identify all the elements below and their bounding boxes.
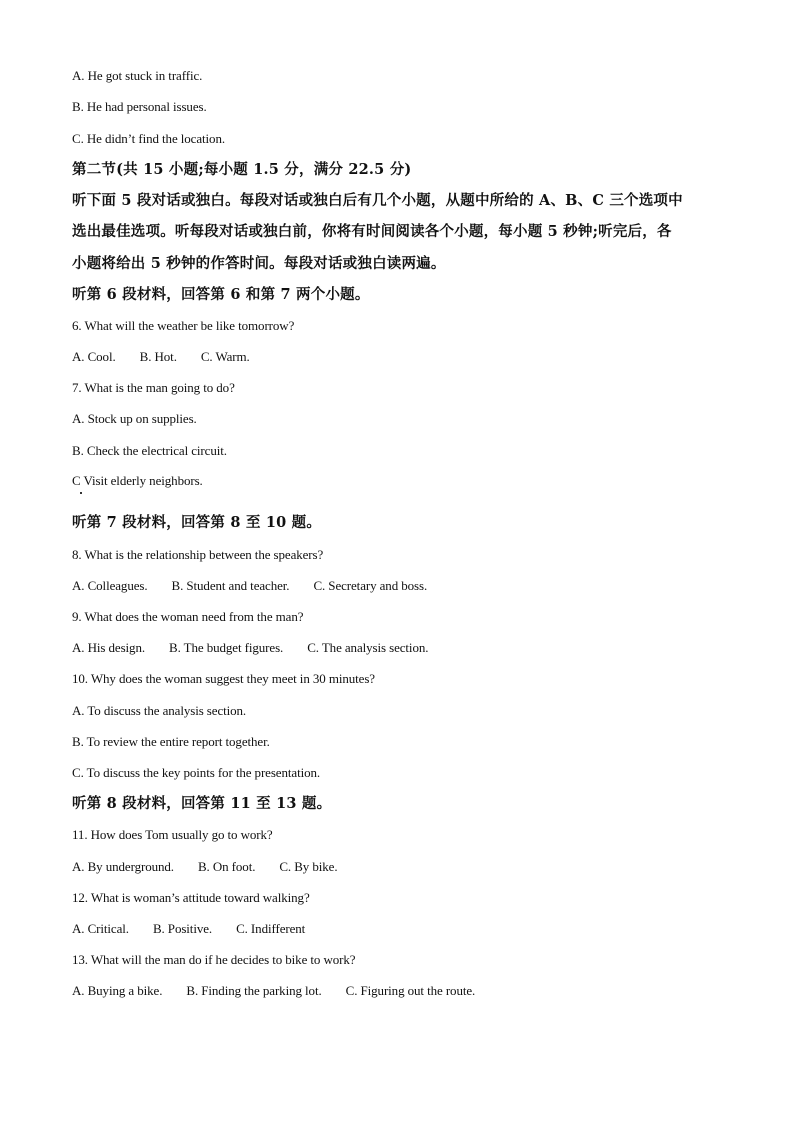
q10-option-c: C. To discuss the key points for the presentation. [72,765,321,780]
q8-option-c: C. Secretary and boss. [313,578,428,593]
q5-option-a: A. He got stuck in traffic. [72,68,203,83]
q9-option-a: A. His design. [72,640,145,655]
q8-option-b: B. Student and teacher. [171,578,290,593]
q13-option-b: B. Finding the parking lot. [186,983,322,998]
material-7-heading: 听第 7 段材料，回答第 8 至 10 题。 [72,514,322,531]
instructions-line-3: 小题将给出 5 秒钟的作答时间。每段对话或独白读两遍。 [72,255,446,272]
q11-option-a: A. By underground. [72,859,174,874]
question-9: 9. What does the woman need from the man? [72,609,304,624]
question-11: 11. How does Tom usually go to work? [72,827,273,842]
question-10: 10. Why does the woman suggest they meet in 30 minutes? [72,671,375,686]
q5-option-b: B. He had personal issues. [72,99,207,114]
question-11-options [72,859,337,875]
section-2-title: 第二节(共 15 小题;每小题 1.5 分，满分 22.5 分) [72,161,412,178]
q7-option-b: B. Check the electrical circuit. [72,443,227,458]
q9-option-b: B. The budget figures. [169,640,284,655]
q8-option-a: A. Colleagues. [72,578,148,593]
question-12-options [72,921,305,937]
question-8: 8. What is the relationship between the speakers? [72,547,324,562]
q6-option-b: B. Hot. [139,349,177,364]
question-8-options [72,578,427,594]
q6-option-a: A. Cool. [72,349,116,364]
instructions-line-1: 听下面 5 段对话或独白。每段对话或独白后有几个小题，从题中所给的 A、B、C 三个选项中 [72,192,683,209]
q11-option-c: C. By bike. [279,859,338,874]
question-6-options [72,349,250,365]
q12-option-b: B. Positive. [152,921,213,936]
stray-dot [80,492,82,494]
q9-option-c: C. The analysis section. [307,640,429,655]
q13-option-a: A. Buying a bike. [72,983,163,998]
q7-option-a: A. Stock up on supplies. [72,411,197,426]
q7-option-c: C Visit elderly neighbors. [72,473,203,488]
material-8-heading: 听第 8 段材料，回答第 11 至 13 题。 [72,795,332,812]
q12-option-a: A. Critical. [72,921,129,936]
q12-option-c: C. Indifferent [236,921,306,936]
q6-option-c: C. Warm. [200,349,250,364]
question-9-options [72,640,428,656]
q11-option-b: B. On foot. [197,859,256,874]
question-13: 13. What will the man do if he decides to bike to work? [72,952,356,967]
material-6-heading: 听第 6 段材料，回答第 6 和第 7 两个小题。 [72,286,370,303]
instructions-line-2: 选出最佳选项。听每段对话或独白前，你将有时间阅读各个小题，每小题 5 秒钟;听完后，各 [72,223,672,240]
q13-option-c: C. Figuring out the route. [345,983,476,998]
q10-option-a: A. To discuss the analysis section. [72,703,247,718]
question-12: 12. What is woman’s attitude toward walking? [72,890,310,905]
q5-option-c: C. He didn’t find the location. [72,131,225,146]
question-6: 6. What will the weather be like tomorrow? [72,318,295,333]
question-7: 7. What is the man going to do? [72,380,235,395]
question-13-options [72,983,475,999]
q10-option-b: B. To review the entire report together. [72,734,270,749]
